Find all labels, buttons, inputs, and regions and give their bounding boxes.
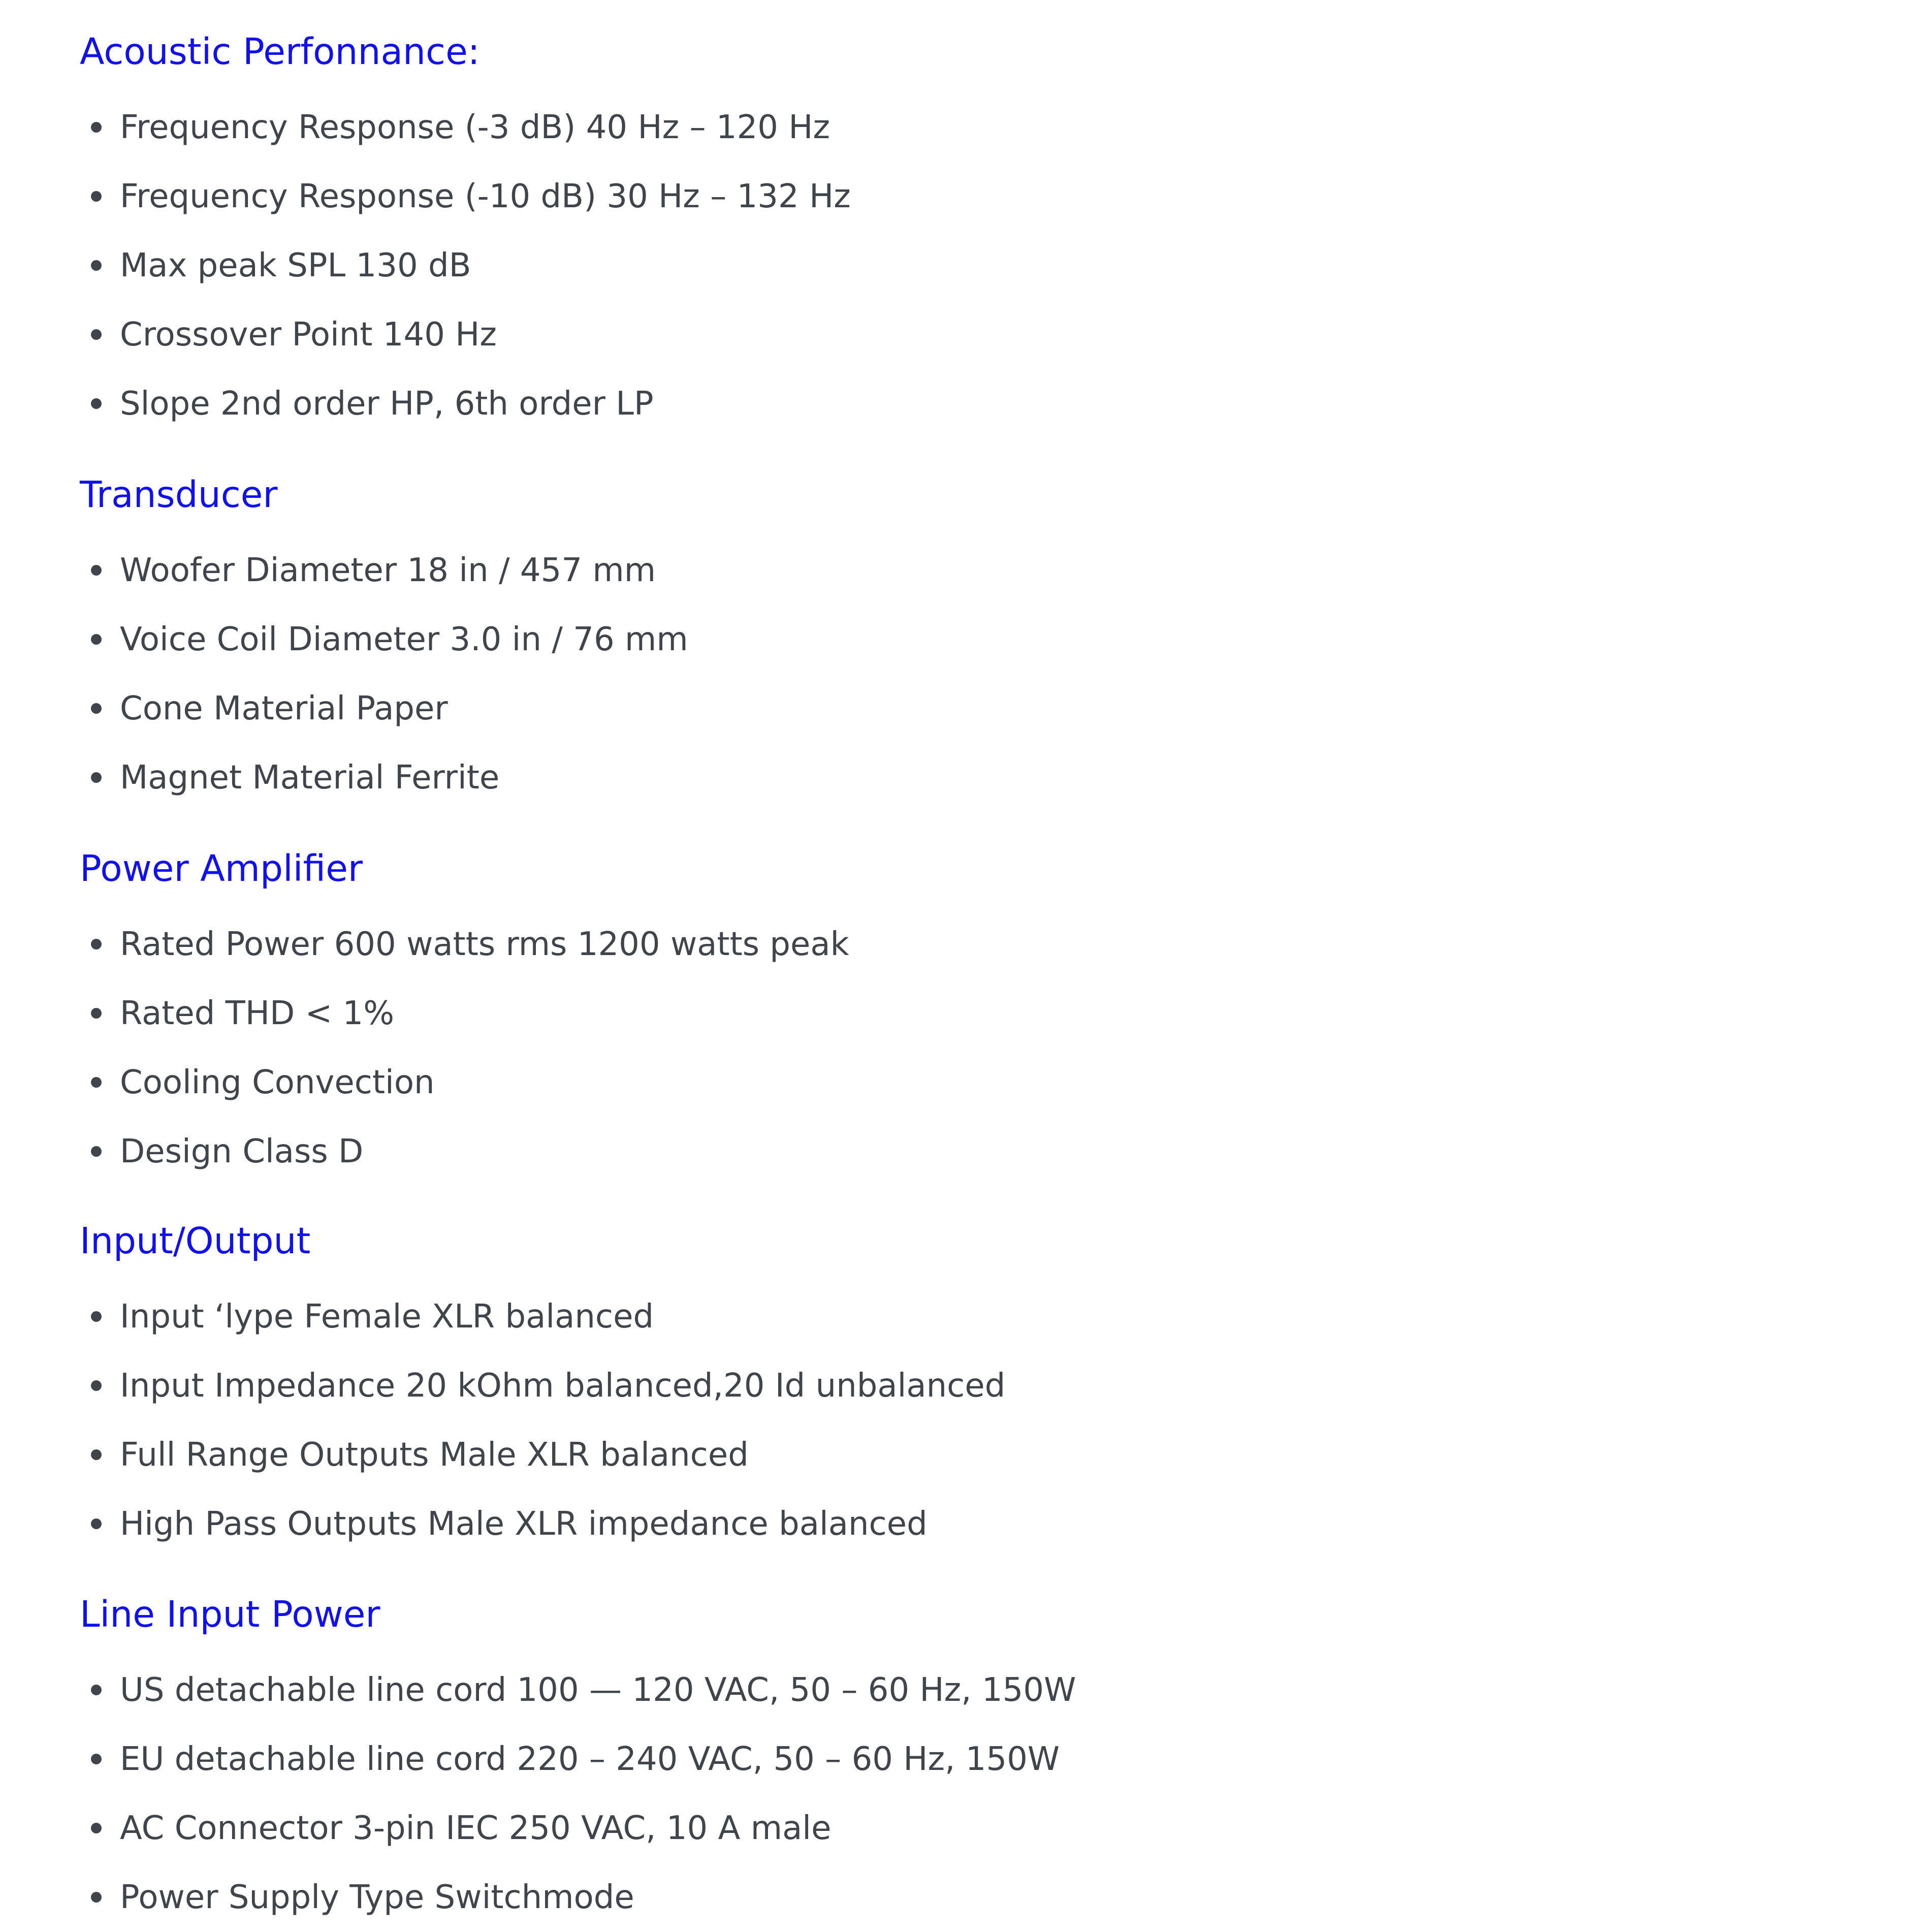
- spec-item-text: Cone Material Paper: [120, 690, 448, 727]
- bullet-dot-icon: [91, 398, 102, 409]
- bullet-dot-icon: [91, 703, 102, 714]
- spec-item-text: Power Supply Type Switchmode: [120, 1879, 634, 1916]
- spec-item: [80, 1794, 1076, 1863]
- spec-item-text: Max peak SPL 130 dB: [120, 247, 471, 284]
- spec-list: [80, 910, 849, 1186]
- spec-list: [80, 1282, 1005, 1559]
- spec-item: [80, 1490, 1005, 1559]
- bullet-dot-icon: [91, 122, 102, 133]
- spec-item: [80, 674, 688, 743]
- section-heading: Transducer: [80, 473, 278, 516]
- section-input-output: [80, 1213, 1005, 1559]
- section-heading: Line Input Power: [80, 1593, 380, 1635]
- section-heading: Input/Output: [80, 1220, 311, 1262]
- bullet-dot-icon: [91, 329, 102, 340]
- spec-item-text: US detachable line cord 100 — 120 VAC, 50 – 60 Hz, 150W: [120, 1671, 1076, 1709]
- bullet-dot-icon: [91, 1754, 102, 1764]
- bullet-dot-icon: [91, 939, 102, 949]
- spec-item-text: Frequency Response (-3 dB) 40 Hz – 120 Hz: [120, 109, 830, 146]
- spec-item-text: Magnet Material Ferrite: [120, 759, 500, 797]
- bullet-dot-icon: [91, 260, 102, 271]
- section-acoustic-performance: [80, 24, 851, 438]
- bullet-dot-icon: [91, 1077, 102, 1088]
- section-line-input-power: [80, 1587, 1076, 1932]
- bullet-dot-icon: [91, 634, 102, 645]
- spec-item-text: Cooling Convection: [120, 1064, 435, 1101]
- spec-item-text: Input Impedance 20 kOhm balanced,20 Id unbalanced: [120, 1367, 1006, 1405]
- spec-item-text: Voice Coil Diameter 3.0 in / 76 mm: [120, 621, 688, 658]
- bullet-dot-icon: [91, 1380, 102, 1391]
- spec-item: [80, 1656, 1076, 1725]
- section-heading: Power Amplifier: [80, 847, 363, 890]
- spec-item-text: Slope 2nd order HP, 6th order LP: [120, 385, 654, 423]
- spec-item-text: High Pass Outputs Male XLR impedance balanced: [120, 1505, 927, 1543]
- spec-item: [80, 743, 688, 812]
- spec-item: [80, 93, 851, 162]
- spec-item-text: EU detachable line cord 220 – 240 VAC, 50 – 60 Hz, 150W: [120, 1740, 1060, 1778]
- spec-item: [80, 300, 851, 369]
- bullet-dot-icon: [91, 1823, 102, 1833]
- spec-item-text: Design Class D: [120, 1133, 364, 1170]
- spec-item: [80, 1048, 849, 1117]
- spec-item-text: Frequency Response (-10 dB) 30 Hz – 132 Hz: [120, 178, 851, 215]
- bullet-dot-icon: [91, 1311, 102, 1322]
- bullet-dot-icon: [91, 1892, 102, 1903]
- spec-item-text: Crossover Point 140 Hz: [120, 316, 497, 354]
- bullet-dot-icon: [91, 191, 102, 202]
- spec-item: [80, 231, 851, 300]
- spec-item: [80, 1282, 1005, 1351]
- spec-item: [80, 910, 849, 979]
- bullet-dot-icon: [91, 565, 102, 576]
- spec-item: [80, 1420, 1005, 1490]
- bullet-dot-icon: [91, 1146, 102, 1157]
- spec-list: [80, 1656, 1076, 1932]
- spec-item-text: Input ‘lype Female XLR balanced: [120, 1298, 654, 1336]
- spec-item-text: Full Range Outputs Male XLR balanced: [120, 1436, 749, 1474]
- section-power-amplifier: [80, 841, 849, 1186]
- spec-item: [80, 605, 688, 674]
- spec-item-text: Woofer Diameter 18 in / 457 mm: [120, 552, 656, 589]
- spec-item-text: Rated THD < 1%: [120, 995, 395, 1032]
- spec-item-text: AC Connector 3-pin IEC 250 VAC, 10 A male: [120, 1810, 831, 1847]
- spec-item: [80, 1351, 1005, 1420]
- spec-list: [80, 536, 688, 812]
- spec-list: [80, 93, 851, 438]
- bullet-dot-icon: [91, 1449, 102, 1460]
- spec-item: [80, 979, 849, 1048]
- section-transducer: [80, 467, 688, 812]
- bullet-dot-icon: [91, 1518, 102, 1529]
- bullet-dot-icon: [91, 1008, 102, 1019]
- bullet-dot-icon: [91, 772, 102, 783]
- spec-item: [80, 1725, 1076, 1794]
- spec-item: [80, 369, 851, 438]
- spec-item: [80, 536, 688, 605]
- section-heading: Acoustic Perfonnance:: [80, 30, 480, 73]
- spec-item: [80, 162, 851, 231]
- spec-item: [80, 1117, 849, 1186]
- spec-item: [80, 1863, 1076, 1932]
- spec-item-text: Rated Power 600 watts rms 1200 watts peak: [120, 926, 849, 963]
- bullet-dot-icon: [91, 1685, 102, 1695]
